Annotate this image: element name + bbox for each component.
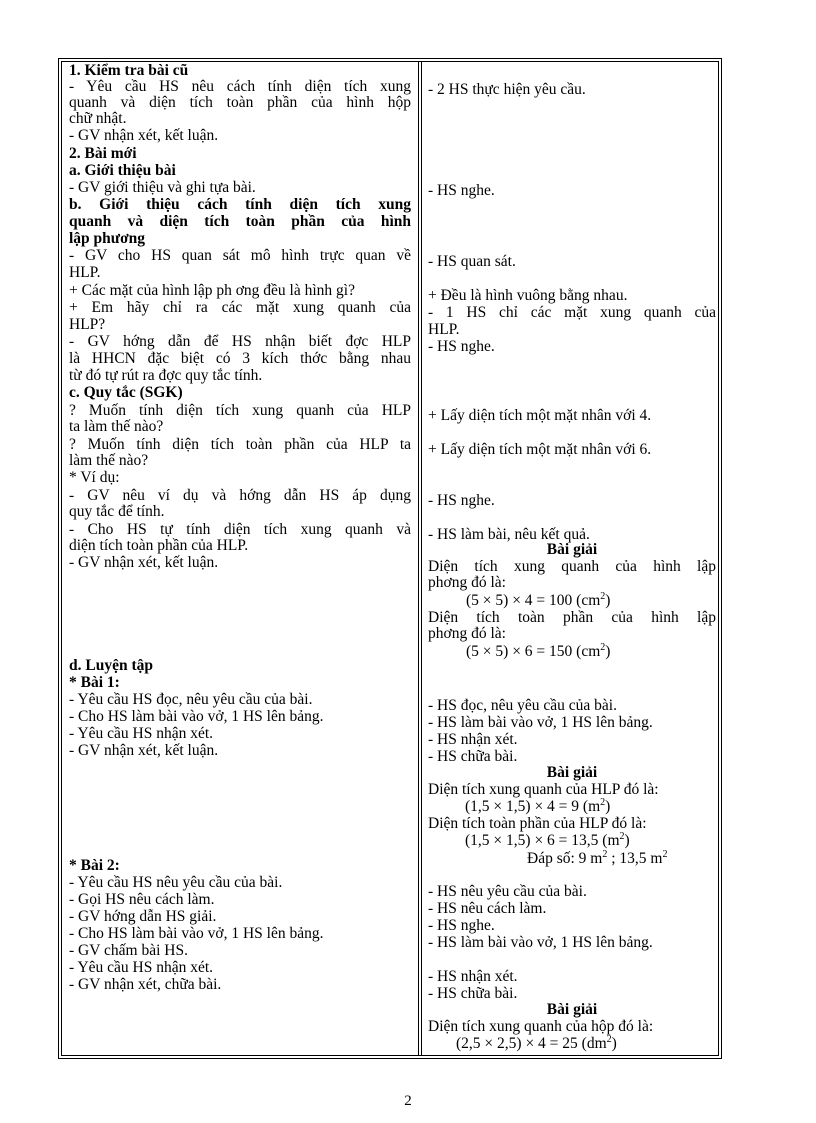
text-line: - GV cho HS quan sát mô hình trực quan về: [69, 247, 411, 264]
text-line: - HS nêu cách làm.: [428, 900, 547, 917]
text-line: - GV hớng dẫn HS giải.: [69, 908, 217, 925]
lesson-table: [58, 58, 722, 1059]
text-line: - HS đọc, nêu yêu cầu của bài.: [428, 697, 617, 714]
formula-line: (5 × 5) × 4 = 100 $(cm^2)$: [466, 590, 611, 609]
text-line: phơng đó là:: [428, 574, 506, 591]
text-line: - HS nghe.: [428, 338, 495, 355]
section-heading: b. Giới thiệu cách tính diện tích xung: [69, 196, 411, 213]
text-line: - 1 HS chỉ các mặt xung quanh của: [428, 304, 716, 321]
column-divider: [418, 62, 422, 1055]
text-line: - HS làm bài vào vở, 1 HS lên bảng.: [428, 934, 653, 951]
text-line: Diện tích toàn phần của HLP đó là:: [428, 815, 647, 832]
text-line: HLP?: [69, 316, 106, 333]
text-line: - Yêu cầu HS nhận xét.: [69, 959, 214, 976]
text-line: * Ví dụ:: [69, 469, 120, 486]
section-heading: a. Giới thiệu bài: [69, 162, 176, 179]
section-heading: d. Luyện tập: [69, 657, 153, 674]
text-line: + Các mặt của hình lập ph ơng đều là hình gì?: [69, 282, 355, 299]
formula-line: (5 × 5) × 6 = 150 $(cm^2)$: [466, 641, 611, 660]
text-line: - HS nghe.: [428, 492, 495, 509]
answer-line: Đáp số: 9 $m^2$ ; 13,5 $m^2$: [527, 848, 668, 867]
text-line: - GV chấm bài HS.: [69, 942, 188, 959]
text-line: - Yêu cầu HS nêu cách tính diện tích xung: [69, 78, 411, 95]
text-line: + Lấy diện tích một mặt nhân với 4.: [428, 407, 652, 424]
exercise-heading: * Bài 2:: [69, 857, 120, 874]
text-line: Diện tích xung quanh của hình lập: [428, 558, 716, 575]
text-line: - GV hớng dẫn để HS nhận biết đợc HLP: [69, 333, 411, 350]
text-line: - Cho HS tự tính diện tích xung quanh và: [69, 521, 411, 538]
formula-line: (1,5 × 1,5) × 4 = 9 $(m^2)$: [465, 796, 611, 815]
text-line: - 2 HS thực hiện yêu cầu.: [428, 81, 586, 98]
text-line: - HS nghe.: [428, 182, 495, 199]
text-line: - Yêu cầu HS nhận xét.: [69, 725, 214, 742]
text-line: - HS làm bài vào vở, 1 HS lên bảng.: [428, 714, 653, 731]
text-line: - GV nhận xét, chữa bài.: [69, 976, 222, 993]
text-line: phơng đó là:: [428, 625, 506, 642]
text-line: chữ nhật.: [69, 110, 127, 127]
text-line: + Lấy diện tích một mặt nhân với 6.: [428, 441, 652, 458]
text-line: - Gọi HS nêu cách làm.: [69, 891, 215, 908]
text-line: - GV giới thiệu và ghi tựa bài.: [69, 179, 256, 196]
text-line: - Yêu cầu HS đọc, nêu yêu cầu của bài.: [69, 691, 313, 708]
text-line: làm thế nào?: [69, 452, 149, 469]
text-line: Diện tích xung quanh của HLP đó là:: [428, 781, 659, 798]
text-line: - GV nhận xét, kết luận.: [69, 554, 219, 571]
formula-line: (2,5 × 2,5) × 4 = 25 $(dm^2)$: [456, 1033, 617, 1052]
text-line: + Đều là hình vuông bằng nhau.: [428, 287, 628, 304]
solution-heading: Bài giải: [546, 541, 598, 558]
text-line: ta làm thế nào?: [69, 418, 164, 435]
text-line: Diện tích xung quanh của hộp đó là:: [428, 1018, 654, 1035]
section-heading: quanh và diện tích toàn phần của hình: [69, 213, 411, 230]
text-line: - HS nêu yêu cầu của bài.: [428, 883, 587, 900]
solution-heading: Bài giải: [546, 1001, 598, 1018]
text-line: quanh và diện tích toàn phần của hình hộp: [69, 94, 411, 111]
section-heading: 1. Kiểm tra bài cũ: [69, 62, 189, 79]
text-line: là HHCN đặc biệt có 3 kích thớc bằng nhau: [69, 350, 411, 367]
text-line: diện tích toàn phần của HLP.: [69, 537, 249, 554]
page-number: 2: [404, 1093, 412, 1109]
text-line: - HS nhận xét.: [428, 731, 518, 748]
text-line: ? Muốn tính diện tích toàn phần của HLP ta: [69, 436, 411, 453]
solution-heading: Bài giải: [546, 764, 598, 781]
section-heading: c. Quy tắc (SGK): [69, 384, 183, 401]
text-line: quy tắc để tính.: [69, 503, 165, 520]
text-line: - GV nhận xét, kết luận.: [69, 127, 219, 144]
text-line: từ đó tự rút ra đợc quy tắc tính.: [69, 367, 263, 384]
text-line: - HS quan sát.: [428, 253, 516, 270]
text-line: - HS nghe.: [428, 917, 495, 934]
section-heading: lập phương: [69, 230, 146, 247]
text-line: HLP.: [69, 264, 101, 281]
text-line: ? Muốn tính diện tích xung quanh của HLP: [69, 402, 411, 419]
text-line: HLP.: [428, 321, 460, 338]
formula-line: (1,5 × 1,5) × 6 = 13,5 $(m^2)$: [465, 830, 630, 849]
section-heading: 2. Bài mới: [69, 145, 137, 162]
text-line: + Em hãy chỉ ra các mặt xung quanh của: [69, 299, 411, 316]
text-line: - GV nêu ví dụ và hớng dẫn HS áp dụng: [69, 487, 411, 504]
exercise-heading: * Bài 1:: [69, 674, 120, 691]
text-line: - HS chữa bài.: [428, 748, 518, 765]
lesson-table-inner: [61, 61, 719, 1056]
text-line: - GV nhận xét, kết luận.: [69, 742, 219, 759]
text-line: - HS làm bài, nêu kết quả.: [428, 526, 590, 543]
text-line: - Yêu cầu HS nêu yêu cầu của bài.: [69, 874, 283, 891]
text-line: Diện tích toàn phần của hình lập: [428, 609, 716, 626]
text-line: - HS chữa bài.: [428, 985, 518, 1002]
text-line: - Cho HS làm bài vào vở, 1 HS lên bảng.: [69, 925, 324, 942]
text-line: - Cho HS làm bài vào vở, 1 HS lên bảng.: [69, 708, 324, 725]
text-line: - HS nhận xét.: [428, 968, 518, 985]
